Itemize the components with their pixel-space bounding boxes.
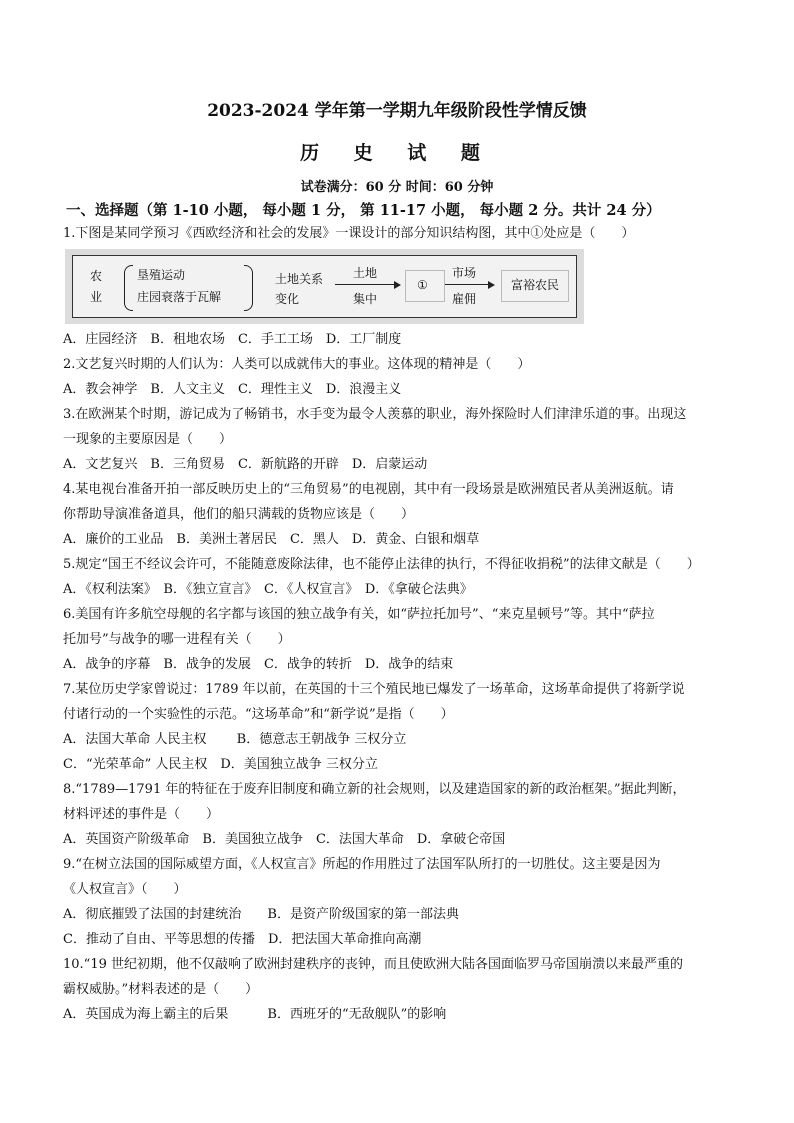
question-line: 9.“在树立法国的国际威望方面，《人权宣言》所起的作用胜过了法国军队所打的一切胜仗。这主要是因为	[63, 857, 661, 872]
diagram-circle-one: ①	[417, 278, 428, 292]
arrow-right-icon	[445, 284, 493, 285]
question-line: 托加号”与战争的哪一进程有关（ ）	[63, 632, 291, 647]
option-line: A．英国资产阶级革命 B．美国独立战争 C．法国大革命 D．拿破仑帝国	[63, 832, 506, 847]
question-line: 7.某位历史学家曾说过：1789 年以前，在英国的十三个殖民地已爆发了一场革命，这场革命提供了将新学说	[63, 682, 685, 697]
question-line: 3.在欧洲某个时期，游记成为了畅销书，水手变为最令人羡慕的职业，海外探险时人们津津乐道的事。出现这	[63, 407, 687, 422]
question-line: 材料评述的事件是（ ）	[63, 807, 220, 822]
option-line: C．“光荣革命” 人民主权 D．美国独立战争 三权分立	[63, 757, 378, 772]
option-line: A．文艺复兴 B．三角贸易 C．新航路的开辟 D．启蒙运动	[63, 457, 428, 472]
option-line: A．战争的序幕 B．战争的发展 C．战争的转折 D．战争的结束	[63, 657, 454, 672]
question-line: 《人权宣言》（ ）	[63, 882, 187, 897]
option-line: A．法国大革命 人民主权 B．德意志王朝战争 三权分立	[63, 732, 407, 747]
question-line: 2.文艺复兴时期的人们认为：人类可以成就伟大的事业。这体现的精神是（ ）	[63, 357, 531, 372]
subject-title: 历 史 试 题	[300, 142, 494, 164]
diagram-concentrate: 集中	[353, 292, 378, 306]
question-line: 8.“1789—1791 年的特征在于废弃旧制度和确立新的社会规则，以及建造国家的新的政治框架。”据此判断，	[63, 782, 686, 797]
right-brace	[244, 265, 253, 311]
diagram-change: 变化	[275, 292, 300, 306]
question-line: 10.“19 世纪初期，他不仅敲响了欧洲封建秩序的丧钟，而且使欧洲大陆各国面临罗马帝国崩溃以来最严重的	[63, 957, 683, 972]
question-line: 付诸行动的一个实验性的示范。“这场革命”和“新学说”是指（ ）	[63, 707, 454, 722]
diagram-item-reclamation: 垦殖运动	[137, 268, 186, 282]
diagram-land-relation: 土地关系	[275, 272, 324, 286]
option-line: A．教会神学 B．人文主义 C．理性主义 D．浪漫主义	[63, 382, 402, 397]
diagram-rich-farmer: 富裕农民	[511, 278, 560, 292]
exam-title: 2023-2024 学年第一学期九年级阶段性学情反馈	[207, 101, 587, 121]
section-heading: 一、选择题（第 1-10 小题， 每小题 1 分， 第 11-17 小题， 每小题 2 分。共计 24 分）	[66, 202, 661, 219]
question-line: 一现象的主要原因是（ ）	[63, 432, 233, 447]
question-line: 4.某电视台准备开拍一部反映历史上的“三角贸易”的电视剧，其中有一段场景是欧洲殖民者从美洲返航。请	[63, 482, 674, 497]
question-line: 你帮助导演准备道具，他们的船只满载的货物应该是（ ）	[63, 507, 415, 522]
option-line: A．廉价的工业品 B．美洲土著居民 C．黑人 D．黄金、白银和烟草	[63, 532, 480, 547]
question-line: 霸权威胁。”材料表述的是（ ）	[63, 982, 259, 997]
option-line: A．英国成为海上霸主的后果 B．西班牙的“无敌舰队”的影响	[63, 1007, 447, 1022]
option-line: A．庄园经济 B．租地农场 C．手工工场 D．工厂制度	[63, 332, 402, 347]
option-line: A．《权利法案》 B．《独立宣言》 C．《人权宣言》 D．《拿破仑法典》	[63, 582, 473, 597]
arrow-right-icon	[335, 284, 399, 285]
question-line: 1.下图是某同学预习《西欧经济和社会的发展》一课设计的部分知识结构图，其中①处应是（ ）	[63, 226, 635, 241]
knowledge-structure-diagram	[65, 249, 584, 324]
left-brace	[124, 265, 133, 311]
diagram-land-label: 土地	[353, 266, 378, 280]
diagram-item-manor-decline: 庄园衰落于瓦解	[137, 290, 222, 304]
diagram-hire: 雇佣	[452, 292, 477, 306]
question-line: 6.美国有许多航空母舰的名字都与该国的独立战争有关，如“萨拉托加号”、“来克星顿号”等。其中“萨拉	[63, 607, 655, 622]
question-line: 5.规定“国王不经议会许可，不能随意废除法律，也不能停止法律的执行，不得征收捐税”的法律文献是（ ）	[63, 557, 700, 572]
option-line: A．彻底摧毁了法国的封建统治 B．是资产阶级国家的第一部法典	[63, 907, 459, 922]
diagram-agriculture-top: 农	[90, 269, 103, 283]
diagram-agriculture-bottom: 业	[90, 290, 103, 304]
diagram-market: 市场	[452, 266, 477, 280]
option-line: C．推动了自由、平等思想的传播 D．把法国大革命推向高潮	[63, 932, 422, 947]
exam-info: 试卷满分：60 分 时间：60 分钟	[300, 180, 494, 195]
